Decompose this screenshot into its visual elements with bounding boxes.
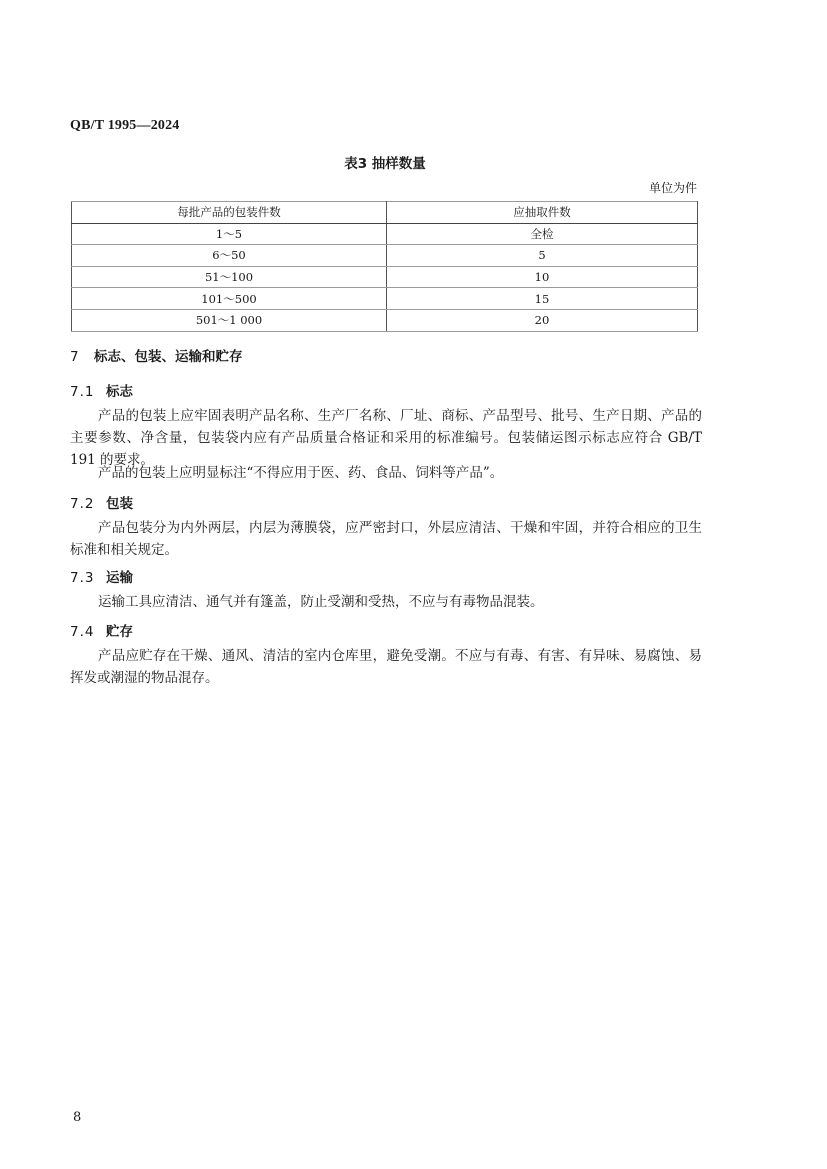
column-header-packages: 每批产品的包装件数 [72,202,387,224]
table-row [72,245,698,267]
section-7-4-number: 7.4 [70,624,95,640]
section-7-2-heading [70,492,133,512]
table-cell: 101～500 [72,288,387,310]
standard-code: QB/T 1995—2024 [70,118,180,133]
section-7-number: 7 [70,349,80,365]
table-title: 表3 抽样数量 [344,156,426,172]
section-7-1-heading [70,380,133,400]
section-7-heading [70,345,243,365]
section-7-1-paragraph-2: 产品的包装上应明显标注“不得应用于医、药、食品、饲料等产品”。 [98,465,504,481]
table-unit-note: 单位为件 [648,181,697,195]
table-cell: 501～1 000 [72,309,387,331]
section-7-1-number: 7.1 [70,384,95,400]
table-cell: 6～50 [72,245,387,267]
table-row [72,266,698,288]
section-7-3-title: 运输 [106,570,133,586]
section-7-4-title: 贮存 [106,624,133,640]
section-7-2-title: 包装 [106,496,133,512]
table-cell: 10 [387,266,698,288]
column-header-samples: 应抽取件数 [387,202,698,224]
table-row [72,223,698,245]
table-cell: 1～5 [72,223,387,245]
sampling-table [71,201,698,332]
table-header-row [72,202,698,224]
section-7-3-paragraph: 运输工具应清洁、通气并有篷盖，防止受潮和受热，不应与有毒物品混装。 [98,594,544,610]
table-cell: 15 [387,288,698,310]
section-7-title: 标志、包装、运输和贮存 [94,349,243,365]
section-7-2-number: 7.2 [70,496,95,512]
table-row [72,309,698,331]
section-7-3-heading [70,566,133,586]
table-cell: 20 [387,309,698,331]
section-7-4-heading [70,620,133,640]
section-7-3-number: 7.3 [70,570,95,586]
section-7-2-paragraph: 产品包装分为内外两层，内层为薄膜袋，应严密封口，外层应清洁、干燥和牢固，并符合相应的卫生标准和相关规定。 [70,520,702,558]
section-7-1-paragraph-1: 产品的包装上应牢固表明产品名称、生产厂名称、厂址、商标、产品型号、批号、生产日期、产品的主要参数、净含量，包装袋内应有产品质量合格证和采用的标准编号。包装储运图示标志应符合 GB/T 191 的要求。 [70,408,702,468]
table-row [72,288,698,310]
section-7-4-paragraph: 产品应贮存在干燥、通风、清洁的室内仓库里，避免受潮。不应与有毒、有害、有异味、易腐蚀、易挥发或潮湿的物品混存。 [70,648,702,686]
table-cell: 全检 [387,223,698,245]
table-cell: 5 [387,245,698,267]
section-7-1-title: 标志 [106,384,133,400]
page-number: 8 [73,1110,82,1125]
table-cell: 51～100 [72,266,387,288]
